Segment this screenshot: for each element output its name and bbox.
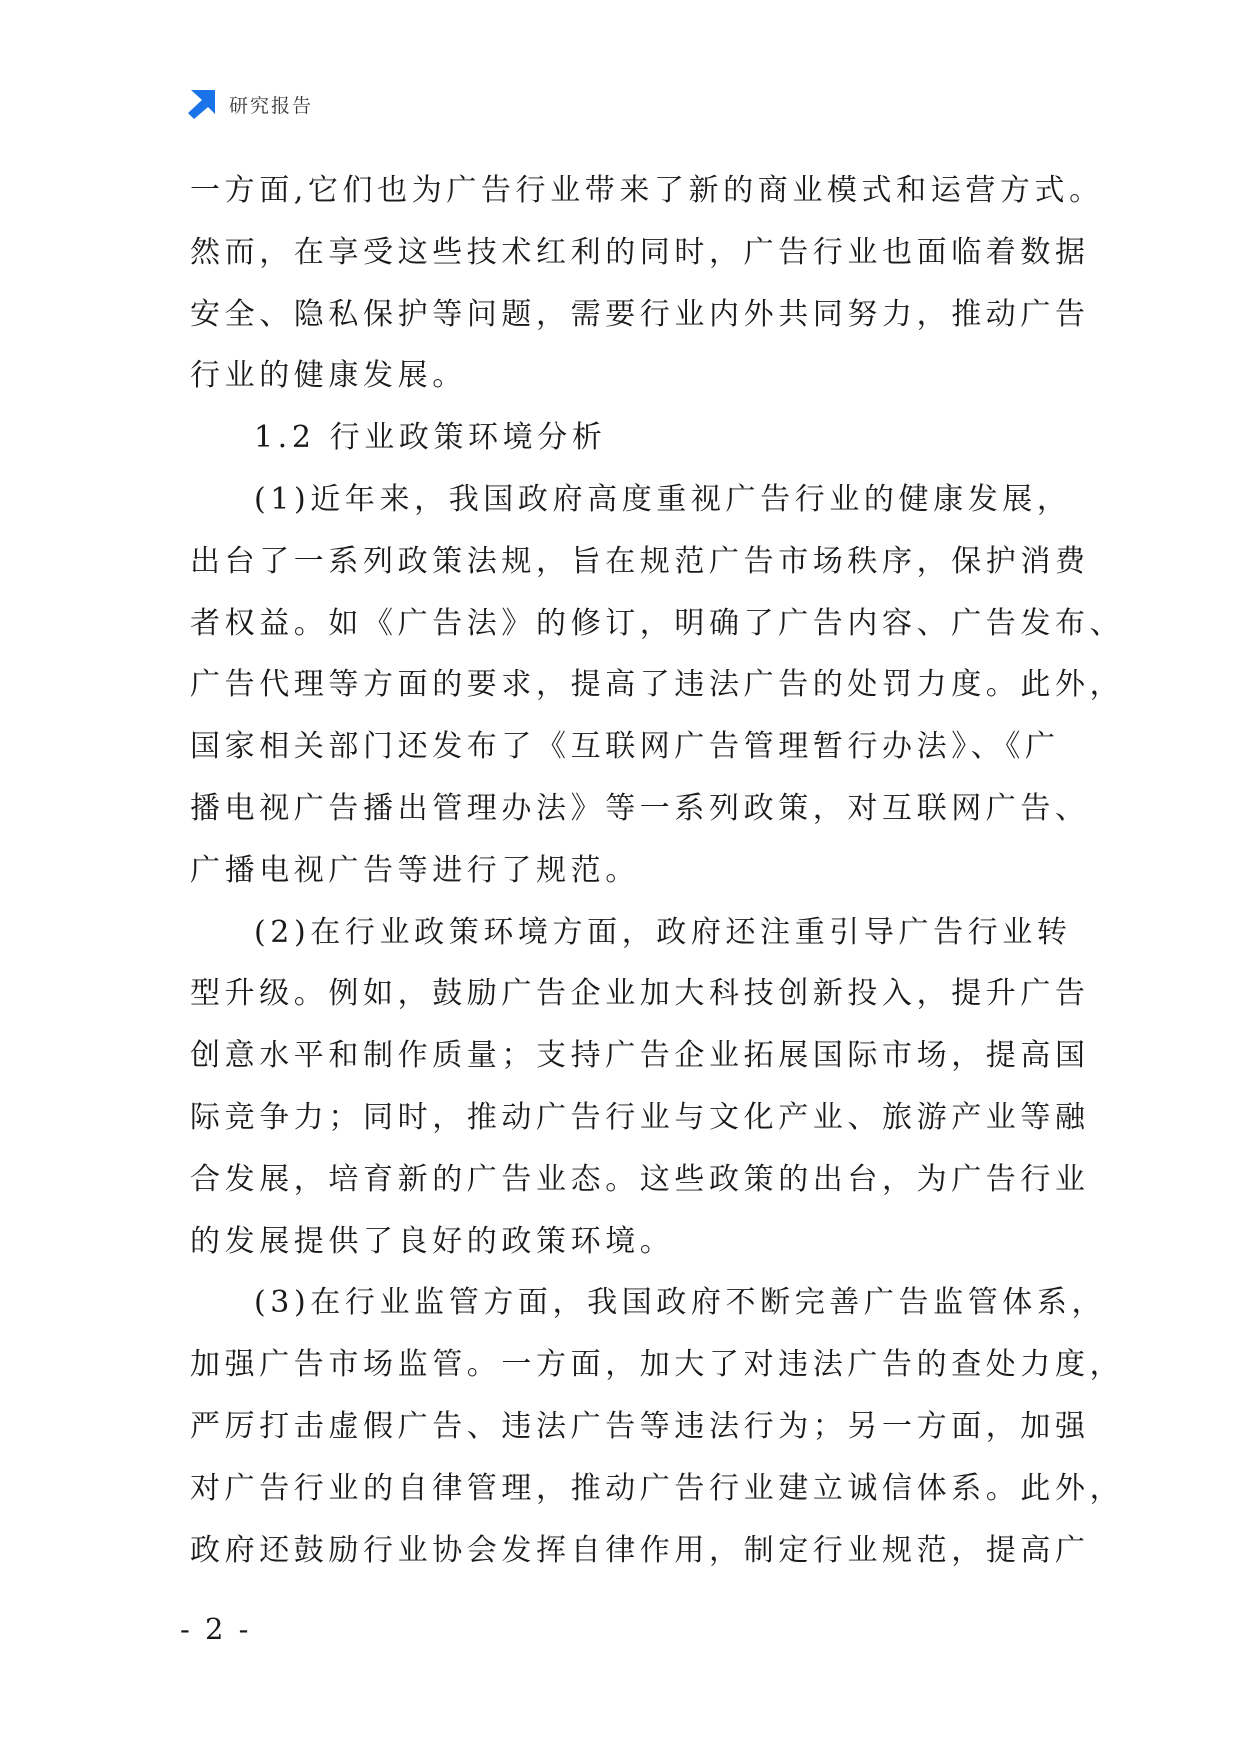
text-line: 广播电视广告等进行了规范。 <box>190 852 640 888</box>
arrow-up-right-icon <box>187 88 217 120</box>
report-header <box>187 88 313 120</box>
text-line: 行业的健康发展。 <box>190 358 467 394</box>
text-line: 一方面,它们也为广告行业带来了新的商业模式和运营方式。 <box>190 173 1104 208</box>
text-line: 创意水平和制作质量；支持广告企业拓展国际市场，提高国 <box>190 1038 1090 1074</box>
document-body <box>190 160 1125 1581</box>
text-line: 严厉打击虚假广告、违法广告等违法行为；另一方面，加强 <box>190 1408 1090 1444</box>
header-title: 研究报告 <box>229 94 314 117</box>
text-line: 型升级。例如，鼓励广告企业加大科技创新投入，提升广告 <box>190 976 1090 1012</box>
text-line: 的发展提供了良好的政策环境。 <box>190 1223 675 1259</box>
text-line: (3)在行业监管方面，我国政府不断完善广告监管体系， <box>254 1285 1107 1321</box>
text-line: 播电视广告播出管理办法》等一系列政策，对互联网广告、 <box>190 790 1090 826</box>
text-line: 合发展，培育新的广告业态。这些政策的出台，为广告行业 <box>190 1161 1090 1197</box>
text-line: 际竞争力；同时，推动广告行业与文化产业、旅游产业等融 <box>190 1099 1090 1135</box>
text-line: 国家相关部门还发布了《互联网广告管理暂行办法》、《广 <box>190 729 1060 765</box>
text-line: 政府还鼓励行业协会发挥自律作用，制定行业规范，提高广 <box>190 1532 1090 1568</box>
text-line: 者权益。如《广告法》的修订，明确了广告内容、广告发布、 <box>190 605 1125 641</box>
text-line: 出台了一系列政策法规，旨在规范广告市场秩序，保护消费 <box>190 543 1090 579</box>
page-number: - 2 - <box>180 1612 252 1646</box>
text-line: (1)近年来，我国政府高度重视广告行业的健康发展， <box>254 481 1072 517</box>
text-line: 安全、隐私保护等问题，需要行业内外共同努力，推动广告 <box>190 296 1090 332</box>
text-line: 1.2 行业政策环境分析 <box>254 420 607 456</box>
text-line: 然而，在享受这些技术红利的同时，广告行业也面临着数据 <box>190 234 1090 270</box>
text-line: (2)在行业政策环境方面，政府还注重引导广告行业转 <box>254 914 1072 950</box>
text-line: 加强广告市场监管。一方面，加大了对违法广告的查处力度， <box>190 1347 1125 1383</box>
text-line: 广告代理等方面的要求，提高了违法广告的处罚力度。此外， <box>190 667 1125 703</box>
text-line: 对广告行业的自律管理，推动广告行业建立诚信体系。此外， <box>190 1470 1125 1506</box>
